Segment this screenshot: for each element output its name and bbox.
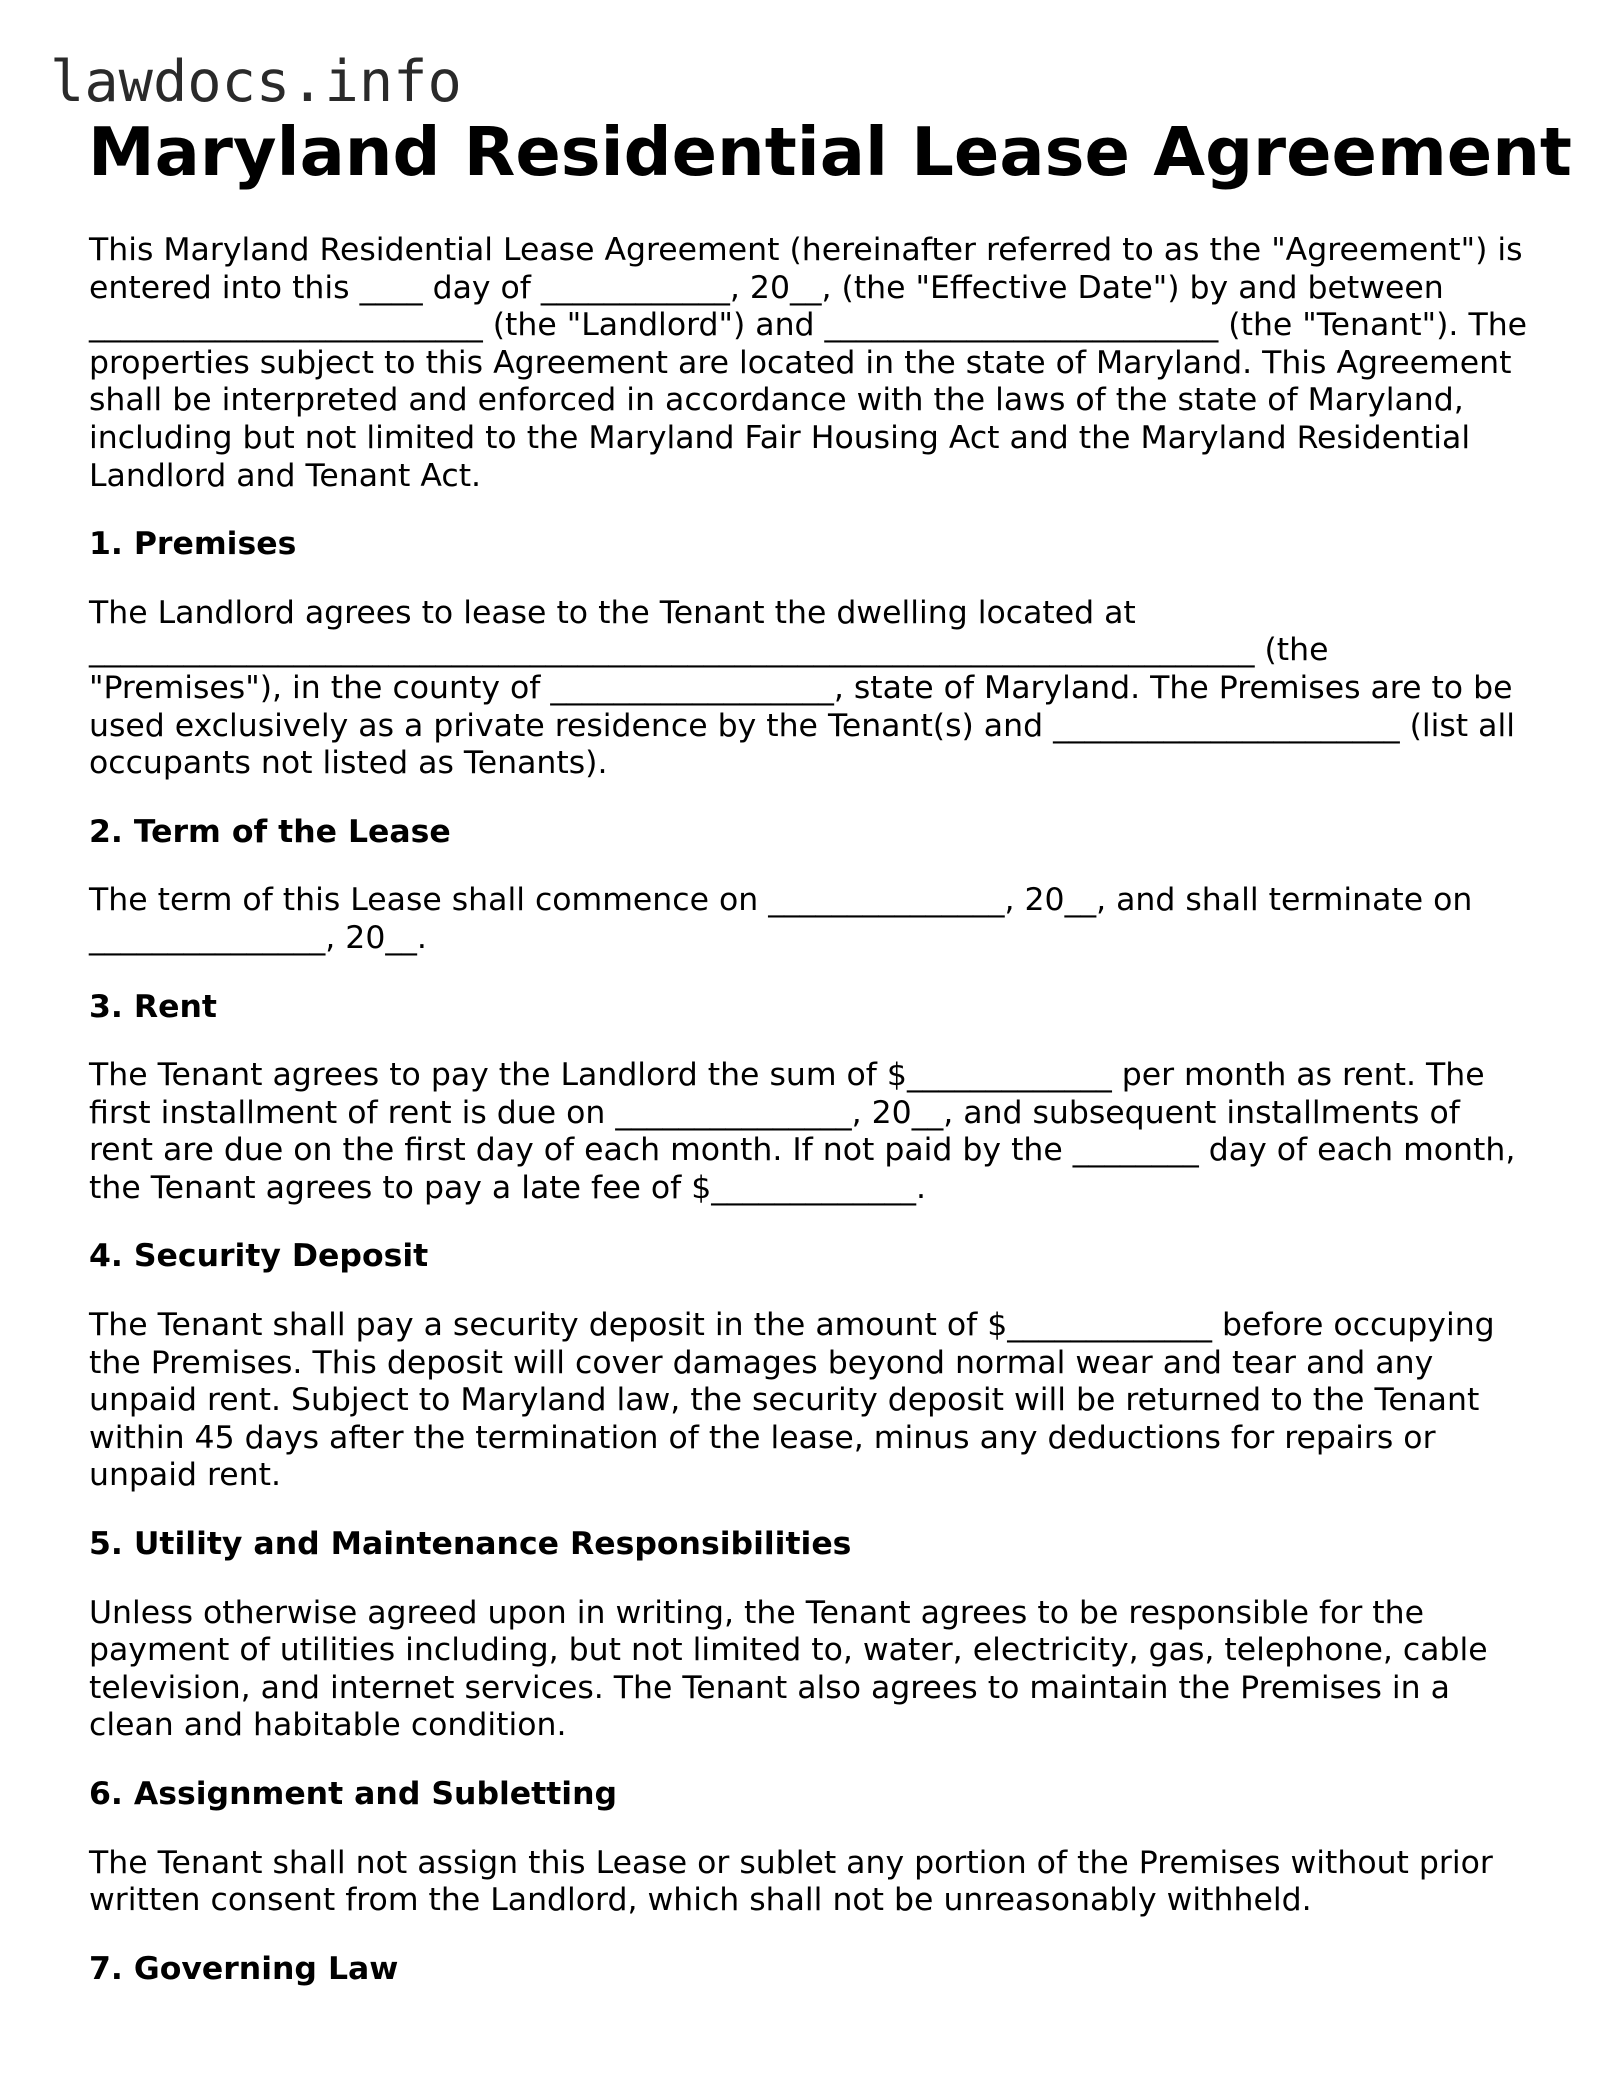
section-heading-rent: 3. Rent [89,988,217,1025]
section-body-term: The term of this Lease shall commence on _______________, 20__, and shall terminate on _______________, 20__. [89,882,1473,956]
section-body-premises: The Landlord agrees to lease to the Tenant the dwelling located at __________________________________________________________________________ (the "Premises"), in the county of __________________, state of Maryland. The Premises are to be used exclusively as a private residence by the Tenant(s) and ______________________ (list all occupants not listed as Tenants). [89,594,1515,782]
section-heading-term: 2. Term of the Lease [89,813,451,850]
section-heading-assignment: 6. Assignment and Subletting [89,1776,618,1812]
intro-paragraph: This Maryland Residential Lease Agreement (hereinafter referred to as the "Agreement") is entered into this ____ day of ____________, 20__, (the "Effective Date") by and between _________________________ (the "Landlord") and _________________________ (the "Tenant"). The properties subject to this Agreement are located in the state of Maryland. This Agreement shall be interpreted and enforced in accordance with the laws of the state of Maryland, including but not limited to the Maryland Fair Housing Act and the Maryland Residential Landlord and Tenant Act. [89,232,1528,494]
section-heading-security-deposit: 4. Security Deposit [89,1238,429,1275]
section-body-assignment: The Tenant shall not assign this Lease or sublet any portion of the Premises without prior written consent from the Landlord, which shall not be unreasonably withheld. [89,1844,1493,1919]
document-title: Maryland Residential Lease Agreement [88,113,1572,191]
section-body-rent: The Tenant agrees to pay the Landlord the sum of $_____________ per month as rent. The first installment of rent is due on _______________, 20__, and subsequent installments of rent are due on the first day of each month. If not paid by the ________ day of each month, the Tenant agrees to pay a late fee of $_____________. [89,1057,1516,1206]
section-heading-utilities: 5. Utility and Maintenance Responsibilities [89,1526,852,1563]
document-body [89,232,1529,2019]
section-body-security-deposit: The Tenant shall pay a security deposit in the amount of $_____________ before occupying the Premises. This deposit will cover damages beyond normal wear and tear and any unpaid rent. Subject to Maryland law, the security deposit will be returned to the Tenant within 45 days after the termination of the lease, minus any deductions for repairs or unpaid rent. [89,1307,1495,1494]
section-heading-governing-law: 7. Governing Law [89,1950,399,1987]
section-body-utilities: Unless otherwise agreed upon in writing, the Tenant agrees to be responsible for the payment of utilities including, but not limited to, water, electricity, gas, telephone, cable television, and internet services. The Tenant also agrees to maintain the Premises in a clean and habitable condition. [89,1594,1488,1744]
section-heading-premises: 1. Premises [89,526,297,563]
site-watermark: lawdocs.info [50,49,462,115]
